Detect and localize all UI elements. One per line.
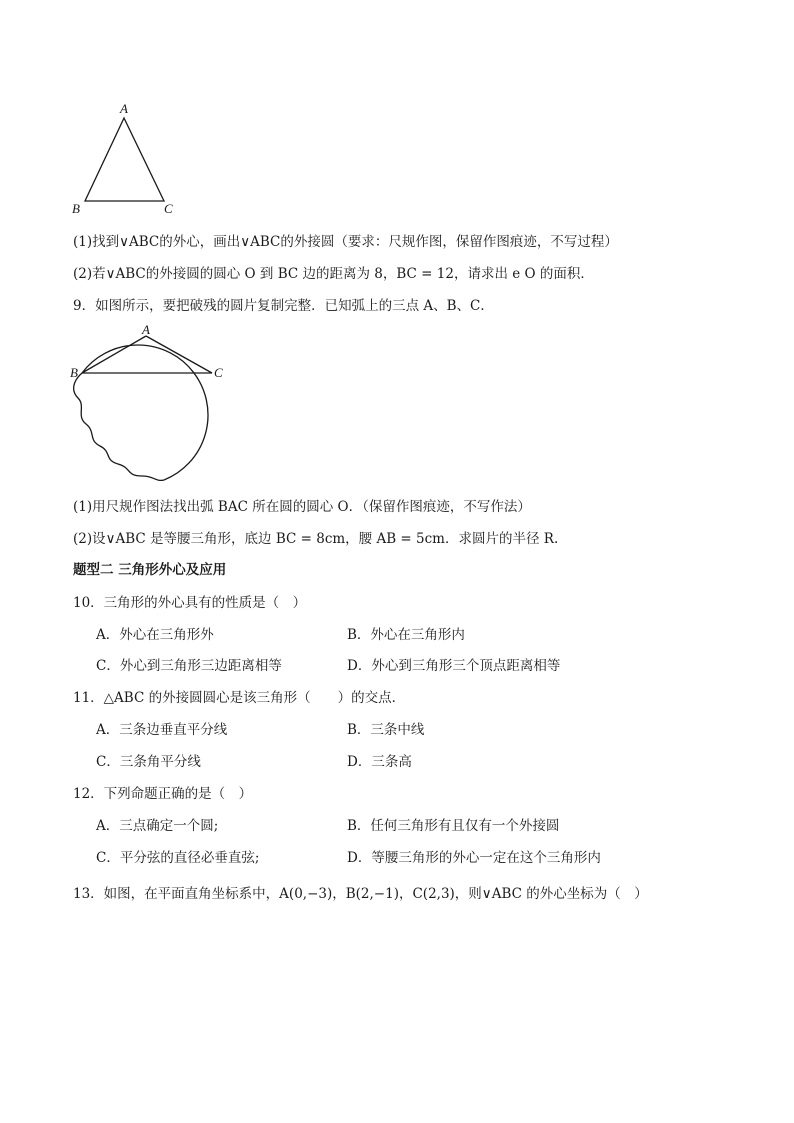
q8-part1: (1)找到∨ABC的外心，画出∨ABC的外接圆（要求：尺规作图，保留作图痕迹，不写过程） bbox=[73, 234, 618, 250]
q11-option-a: A．三条边垂直平分线 bbox=[96, 722, 228, 738]
q11-option-c: C．三条角平分线 bbox=[96, 754, 201, 770]
q13-stem: 13．如图，在平面直角坐标系中，A(0,−3)，B(2,−1)，C(2,3)，则∨ABC 的外心坐标为（ ） bbox=[73, 886, 648, 902]
chord-ac bbox=[146, 336, 212, 373]
label-a: A bbox=[120, 101, 128, 116]
q10-stem: 10．三角形的外心具有的性质是（ ） bbox=[73, 595, 307, 611]
q10-option-a: A．外心在三角形外 bbox=[96, 627, 214, 643]
label-c: C bbox=[164, 201, 173, 216]
label-a: A bbox=[142, 322, 150, 337]
circle-arc bbox=[82, 345, 208, 480]
label-c: C bbox=[214, 365, 223, 380]
q9-part1: (1)用尺规作图法找出弧 BAC 所在圆的圆心 O．（保留作图痕迹，不写作法） bbox=[73, 499, 531, 515]
q12-option-b: B．任何三角形有且仅有一个外接圆 bbox=[347, 818, 560, 834]
broken-edge bbox=[74, 373, 164, 480]
q12-option-a: A．三点确定一个圆; bbox=[96, 818, 219, 834]
q8-part2: (2)若∨ABC的外接圆的圆心 O 到 BC 边的距离为 8，BC = 12，请求出 e O 的面积． bbox=[73, 266, 594, 282]
triangle-figure bbox=[64, 98, 194, 220]
q11-stem: 11．△ABC 的外接圆圆心是该三角形（ ）的交点． bbox=[73, 690, 406, 706]
label-b: B bbox=[72, 201, 80, 216]
label-b: B bbox=[70, 365, 78, 380]
q12-option-c: C．平分弦的直径必垂直弦; bbox=[96, 850, 260, 866]
q12-option-d: D．等腰三角形的外心一定在这个三角形内 bbox=[347, 850, 601, 866]
q9-part2: (2)设∨ABC 是等腰三角形，底边 BC = 8cm，腰 AB = 5cm．求圆片的半径 R. bbox=[73, 531, 559, 547]
triangle-abc bbox=[85, 118, 164, 201]
section-title: 题型二 三角形外心及应用 bbox=[73, 562, 227, 578]
q11-option-b: B．三条中线 bbox=[347, 722, 425, 738]
q10-option-c: C．外心到三角形三边距离相等 bbox=[96, 658, 282, 674]
q9-stem: 9．如图所示，要把破残的圆片复制完整．已知弧上的三点 A、B、C． bbox=[73, 298, 494, 314]
chord-ba bbox=[82, 336, 146, 373]
q12-stem: 12．下列命题正确的是（ ） bbox=[73, 786, 253, 802]
q11-option-d: D．三条高 bbox=[347, 754, 412, 770]
q10-option-b: B．外心在三角形内 bbox=[347, 627, 465, 643]
q10-option-d: D．外心到三角形三个顶点距离相等 bbox=[347, 658, 561, 674]
broken-circle-figure bbox=[64, 320, 234, 485]
